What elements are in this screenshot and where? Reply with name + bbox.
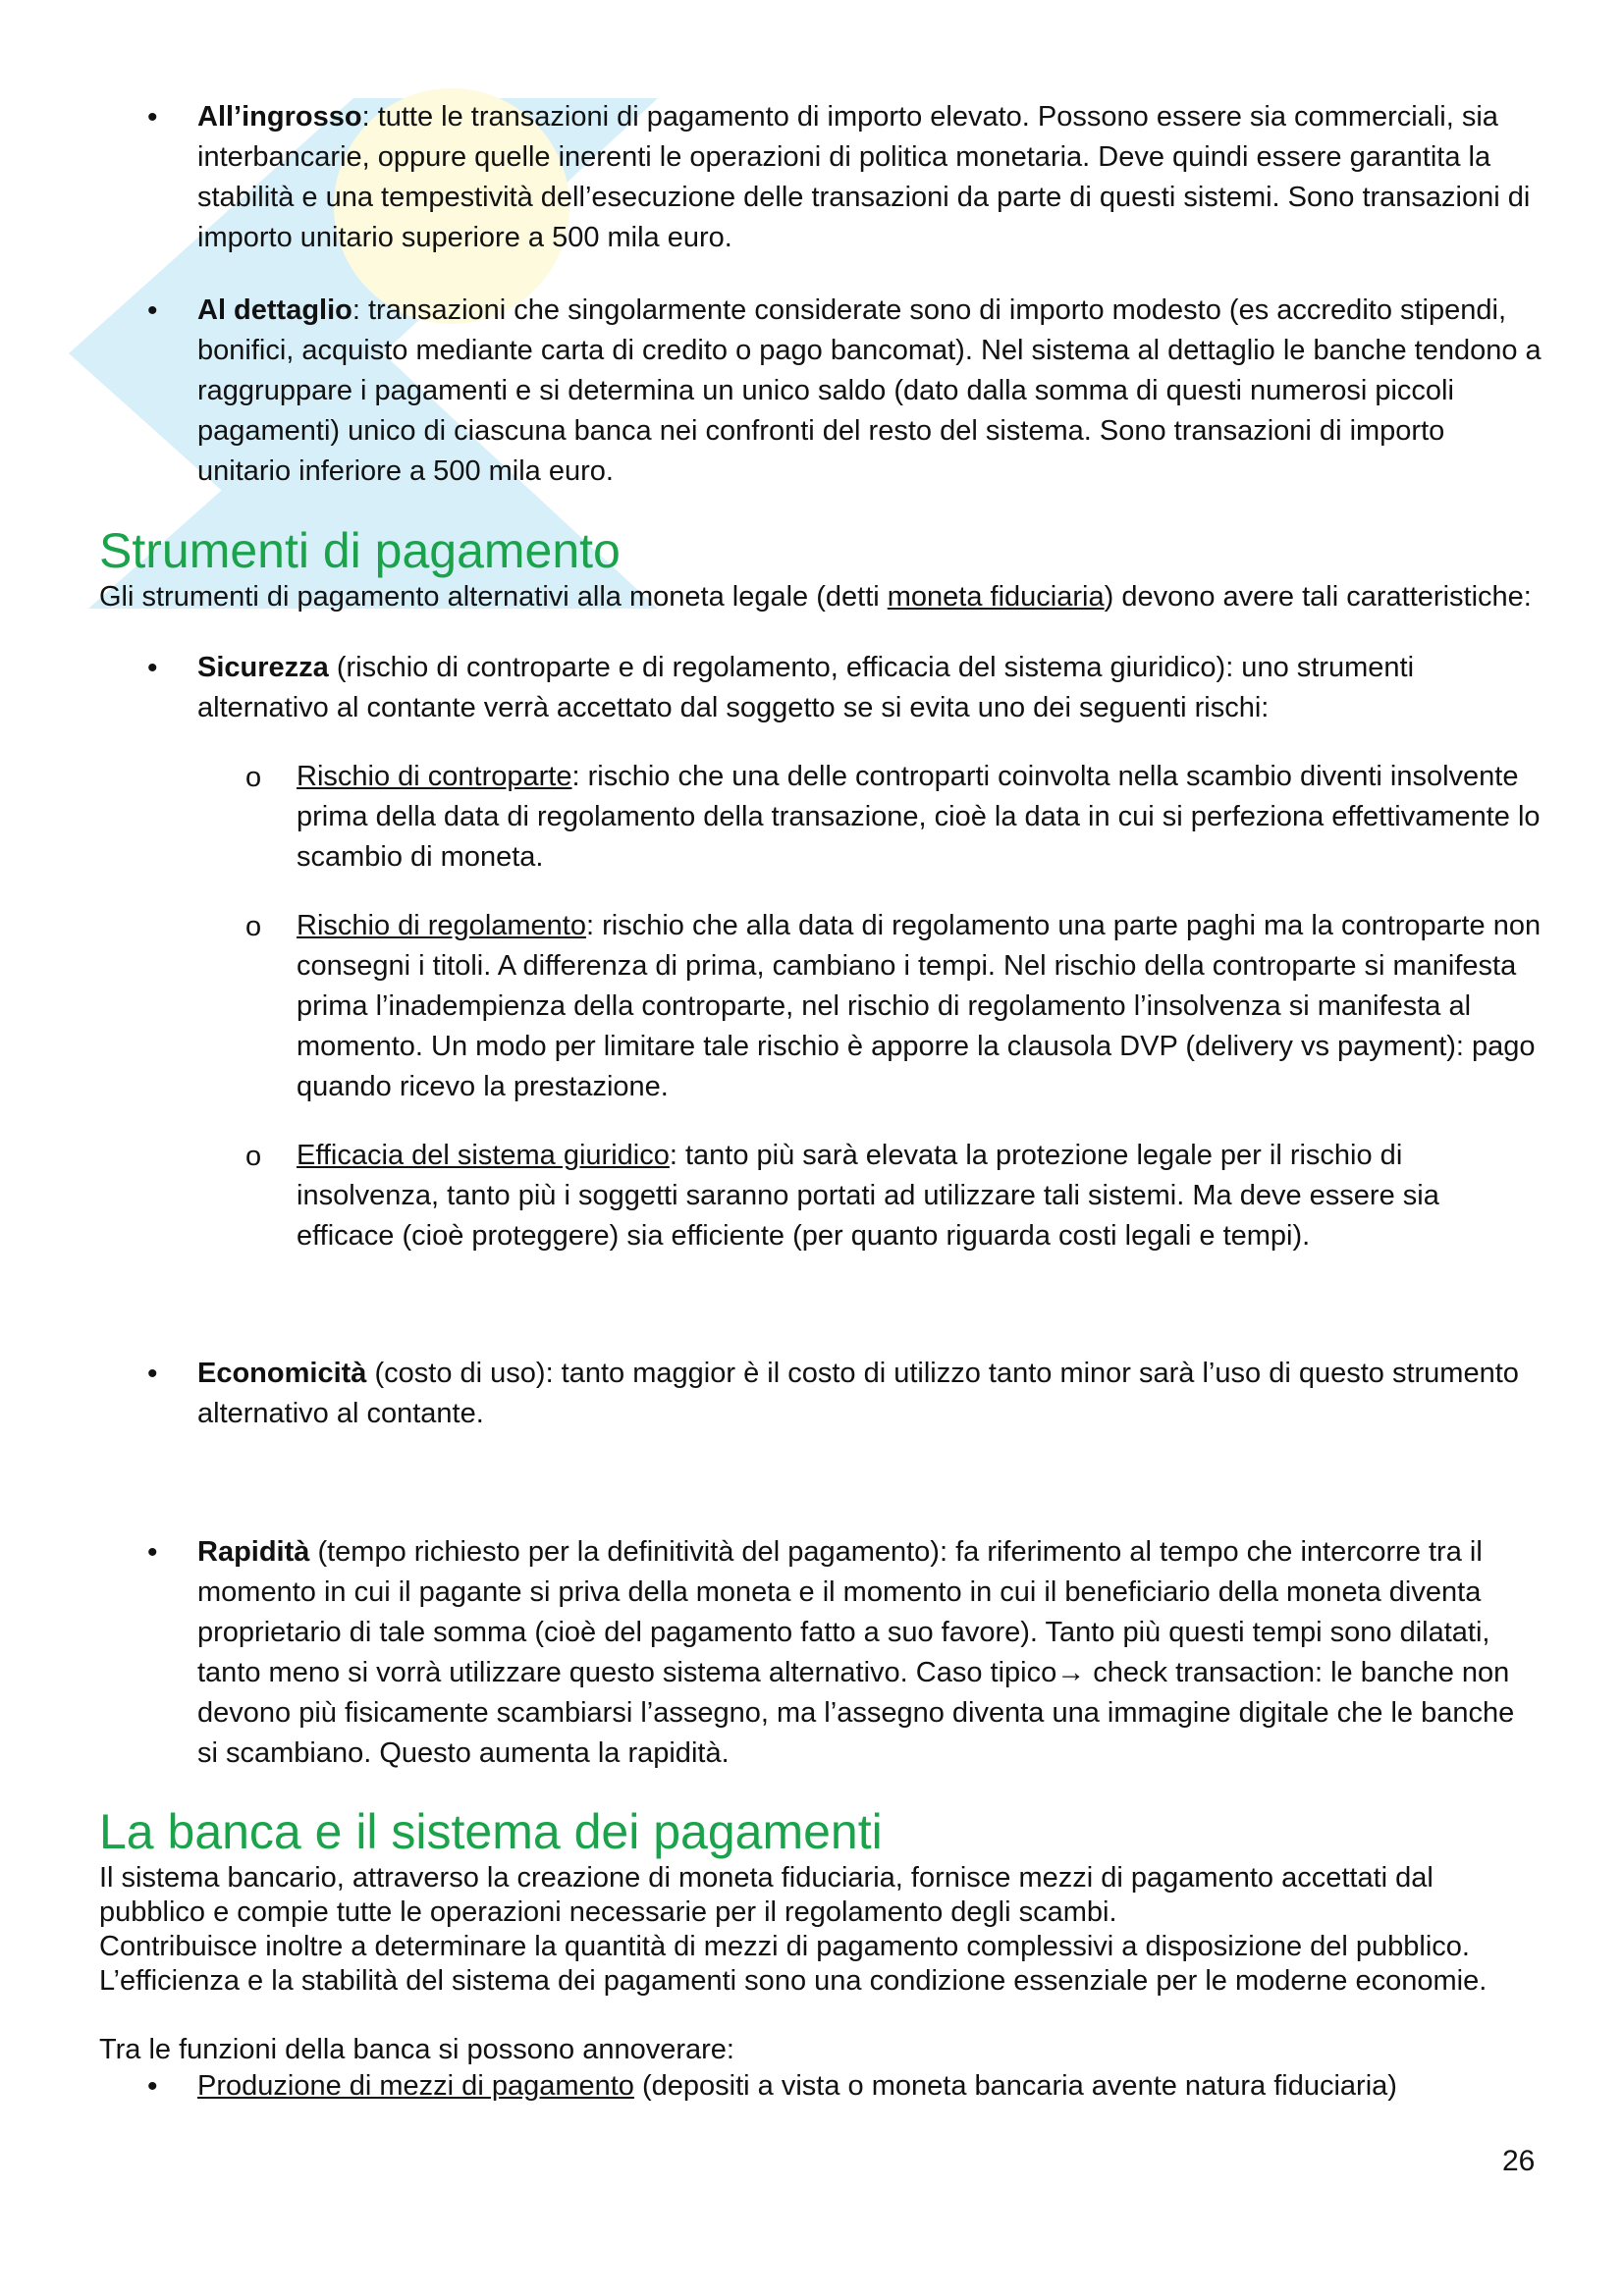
bullet-rapidita bbox=[197, 1532, 1542, 1774]
text-al-dettaglio: : transazioni che singolarmente considerate sono di importo modesto (es accredito stipendi, bonifici, acquisto mediante carta di credito o pago bancomat). Nel sistema al dettaglio le banche tendono a raggruppare i pagamenti e si determina un unico saldo (dato dalla somma di questi numerosi piccoli pagamenti) unico di ciascuna banca nei confronti del resto del sistema. Sono transazioni di importo unitario inferiore a 500 mila euro. bbox=[197, 294, 1542, 487]
term-efficacia-sistema-giuridico: Efficacia del sistema giuridico bbox=[297, 1140, 670, 1171]
sub-marker: o bbox=[245, 762, 262, 793]
section2-paragraph-2: Contribuisce inoltre a determinare la quantità di mezzi di pagamento complessivi a disposizione del pubblico. L’efficienza e la stabilità del sistema dei pagamenti sono una condizione essenziale per le moderne economie. bbox=[99, 1931, 1488, 1997]
bullet-marker: • bbox=[147, 2070, 158, 2103]
sub-marker: o bbox=[245, 911, 262, 942]
intro-after: ) devono avere tali caratteristiche: bbox=[1104, 581, 1532, 613]
sub-efficacia-sistema-giuridico bbox=[297, 1136, 1543, 1256]
heading-banca-sistema-pagamenti: La banca e il sistema dei pagamenti bbox=[99, 1804, 883, 1859]
sub-rischio-regolamento bbox=[297, 906, 1543, 1107]
moneta-fiduciaria-link: moneta fiduciaria bbox=[887, 581, 1105, 613]
term-sicurezza: Sicurezza bbox=[197, 652, 329, 683]
produzione-mezzi-link: Produzione di mezzi di pagamento bbox=[197, 2070, 634, 2102]
section2-paragraph-1: Il sistema bancario, attraverso la creazione di moneta fiduciaria, fornisce mezzi di pagamento accettati dal pubblico e compie tutte le operazioni necessarie per il regolamento degli scambi. bbox=[99, 1862, 1434, 1928]
term-rischio-regolamento: Rischio di regolamento bbox=[297, 910, 586, 941]
text-rischio-controparte: : rischio che una delle controparti coinvolta nella scambio diventi insolvente prima della data di regolamento della transazione, cioè la data in cui si perfeziona effettivamente lo scambio di moneta. bbox=[297, 761, 1541, 873]
sub-marker: o bbox=[245, 1141, 262, 1172]
sub-rischio-controparte bbox=[297, 757, 1543, 878]
term-all-ingrosso: All’ingrosso bbox=[197, 101, 362, 133]
text-efficacia-sistema-giuridico: : tanto più sarà elevata la protezione legale per il rischio di insolvenza, tanto più i soggetti saranno portati ad utilizzare tali sistemi. Ma deve essere sia efficace (cioè proteggere) sia efficiente (per quanto riguarda costi legali e tempi). bbox=[297, 1140, 1439, 1252]
bullet-marker: • bbox=[147, 294, 158, 327]
bullet-produzione-mezzi bbox=[197, 2066, 1542, 2107]
term-economicita: Economicità bbox=[197, 1358, 367, 1389]
intro-before: Gli strumenti di pagamento alternativi alla moneta legale (detti bbox=[99, 581, 888, 613]
bullet-marker: • bbox=[147, 1358, 158, 1390]
term-al-dettaglio: Al dettaglio bbox=[197, 294, 352, 326]
bullet-all-ingrosso bbox=[197, 97, 1542, 258]
text-rapidita: (tempo richiesto per la definitività del pagamento): fa riferimento al tempo che intercorre tra il momento in cui il pagante si priva della moneta e il momento in cui il beneficiario della moneta diventa proprietario di tale somma (cioè del pagamento fatto a suo favore). Tanto più questi tempi sono dilatati, tanto meno si vorrà utilizzare questo sistema alternativo. Caso tipico→ check transaction: le banche non devono più fisicamente scambiarsi l’assegno, ma l’assegno diventa una immagine digitale che le banche si scambiano. Questo aumenta la rapidità. bbox=[197, 1536, 1515, 1769]
bullet-economicita bbox=[197, 1354, 1542, 1434]
term-rischio-controparte: Rischio di controparte bbox=[297, 761, 572, 792]
heading-strumenti-di-pagamento: Strumenti di pagamento bbox=[99, 523, 621, 578]
text-sicurezza: (rischio di controparte e di regolamento, efficacia del sistema giuridico): uno strumenti alternativo al contante verrà accettato dal soggetto se si evita uno dei seguenti rischi: bbox=[197, 652, 1415, 723]
section2-paragraph-3: Tra le funzioni della banca si possono annoverare: bbox=[99, 2034, 734, 2065]
term-rapidita: Rapidità bbox=[197, 1536, 310, 1568]
page-number: 26 bbox=[1502, 2145, 1536, 2177]
produzione-mezzi-text: (depositi a vista o moneta bancaria avente natura fiduciaria) bbox=[633, 2070, 1397, 2102]
bullet-al-dettaglio bbox=[197, 291, 1542, 492]
intro-paragraph bbox=[99, 580, 1542, 614]
bullet-marker: • bbox=[147, 1536, 158, 1569]
bullet-marker: • bbox=[147, 101, 158, 133]
text-rischio-regolamento: : rischio che alla data di regolamento una parte paghi ma la controparte non consegni i titoli. A differenza di prima, cambiano i tempi. Nel rischio della controparte si manifesta prima l’inadempienza della controparte, nel rischio di regolamento l’insolvenza si manifesta al momento. Un modo per limitare tale rischio è apporre la clausola DVP (delivery vs payment): pago quando ricevo la prestazione. bbox=[297, 910, 1542, 1102]
bullet-sicurezza bbox=[197, 648, 1542, 728]
bullet-marker: • bbox=[147, 652, 158, 684]
text-all-ingrosso: : tutte le transazioni di pagamento di importo elevato. Possono essere sia commerciali, sia interbancarie, oppure quelle inerenti le operazioni di politica monetaria. Deve quindi essere garantita la stabilità e una tempestività dell’esecuzione delle transazioni da parte di questi sistemi. Sono transazioni di importo unitario superiore a 500 mila euro. bbox=[197, 101, 1531, 253]
text-economicita: (costo di uso): tanto maggior è il costo di utilizzo tanto minor sarà l’uso di questo strumento alternativo al contante. bbox=[197, 1358, 1519, 1429]
